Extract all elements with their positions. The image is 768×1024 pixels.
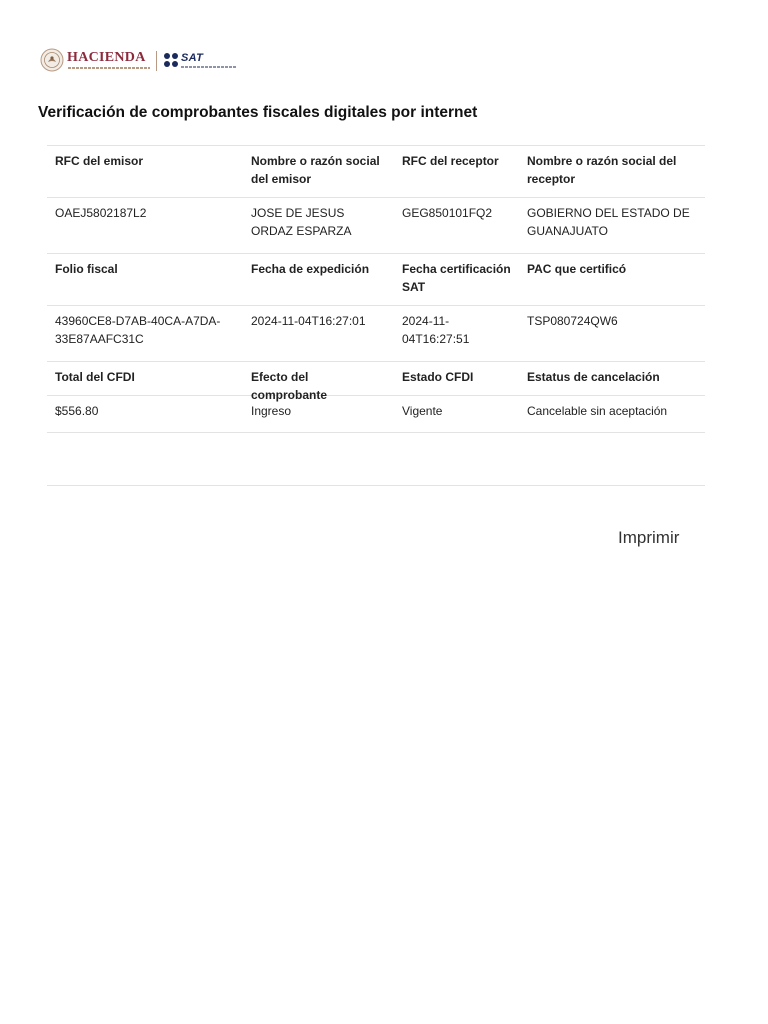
table-value-row	[47, 305, 705, 361]
sat-logo-icon	[163, 52, 179, 68]
value-nombre-receptor: GOBIERNO DEL ESTADO DE GUANAJUATO	[527, 206, 690, 238]
value-folio-fiscal: 43960CE8-D7AB-40CA-A7DA-33E87AAFC31C	[55, 314, 221, 346]
value-pac: TSP080724QW6	[527, 314, 618, 328]
logo-divider	[156, 51, 157, 71]
header-rfc-emisor: RFC del emisor	[55, 154, 144, 168]
header-nombre-emisor: Nombre o razón social del emisor	[251, 154, 380, 186]
header-efecto: Efecto del comprobante	[251, 370, 328, 402]
header-estatus-cancelacion: Estatus de cancelación	[527, 370, 660, 384]
hacienda-logo-subtitle	[68, 67, 150, 69]
value-estado-cfdi: Vigente	[402, 404, 443, 418]
value-fecha-certificacion: 2024-11-04T16:27:51	[402, 314, 470, 346]
value-nombre-emisor: JOSE DE JESUS ORDAZ ESPARZA	[251, 206, 352, 238]
table-header-row	[47, 361, 705, 402]
header-fecha-expedicion: Fecha de expedición	[251, 262, 370, 276]
header-estado-cfdi: Estado CFDI	[402, 370, 474, 384]
government-seal-icon	[40, 48, 64, 72]
sat-logo-subtitle	[181, 66, 237, 68]
value-total-cfdi: $556.80	[55, 404, 99, 418]
print-button[interactable]: Imprimir	[618, 528, 680, 547]
cfdi-table	[47, 145, 705, 433]
table-value-row	[47, 197, 705, 253]
value-rfc-receptor: GEG850101FQ2	[402, 206, 493, 220]
section-divider	[47, 485, 705, 486]
value-rfc-emisor: OAEJ5802187L2	[55, 206, 147, 220]
value-fecha-expedicion: 2024-11-04T16:27:01	[251, 314, 366, 328]
value-estatus-cancelacion: Cancelable sin aceptación	[527, 404, 668, 418]
sat-logo-text: SAT	[181, 52, 204, 64]
table-header-row	[47, 145, 705, 197]
header-total-cfdi: Total del CFDI	[55, 370, 135, 384]
header-nombre-receptor: Nombre o razón social del receptor	[527, 154, 677, 186]
header-rfc-receptor: RFC del receptor	[402, 154, 499, 168]
value-efecto: Ingreso	[251, 404, 292, 418]
hacienda-logo-text: HACIENDA	[67, 50, 146, 65]
table-header-row	[47, 253, 705, 305]
header-logos	[40, 46, 260, 78]
page-title: Verificación de comprobantes fiscales digitales por internet	[38, 104, 478, 121]
table-value-row	[47, 395, 705, 433]
header-fecha-certificacion: Fecha certificación SAT	[402, 262, 511, 294]
header-pac: PAC que certificó	[527, 262, 627, 276]
header-folio-fiscal: Folio fiscal	[55, 262, 118, 276]
